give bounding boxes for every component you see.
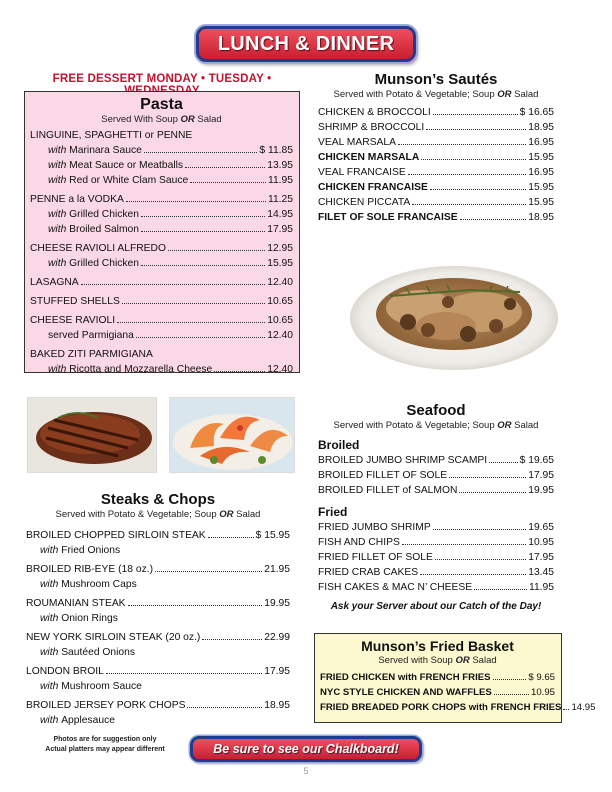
- with-word: with: [40, 613, 62, 624]
- with-word: with: [48, 258, 67, 269]
- menu-item-price: 11.95: [267, 175, 293, 186]
- side-text: Sautéed Onions: [61, 647, 136, 658]
- menu-item-price: 16.95: [528, 137, 554, 148]
- leader-dots: [412, 204, 526, 205]
- menu-item-price: 12.40: [267, 330, 293, 341]
- side-text: Applesauce: [61, 715, 115, 726]
- leader-dots: [185, 167, 265, 168]
- menu-item-side: [26, 577, 290, 592]
- menu-item-price: 12.95: [267, 243, 293, 254]
- menu-item: [318, 180, 554, 195]
- free-dessert-promo: FREE DESSERT MONDAY • TUESDAY •: [52, 73, 272, 85]
- menu-item-label: SHRIMP & BROCCOLI: [318, 122, 425, 133]
- leader-dots: [214, 371, 265, 372]
- menu-item-price: 18.95: [264, 700, 290, 711]
- pasta-title: Pasta: [140, 96, 183, 113]
- with-word: with: [48, 160, 67, 171]
- leader-dots: [136, 337, 265, 338]
- leader-dots: [460, 219, 527, 220]
- menu-item: [26, 664, 290, 679]
- sautes-menu-list: [318, 105, 554, 225]
- menu-item-label: FISH AND CHIPS: [318, 537, 400, 548]
- menu-item: [320, 685, 555, 700]
- menu-item-label: CHICKEN PICCATA: [318, 197, 411, 208]
- leader-dots: [435, 559, 526, 560]
- leader-dots: [81, 284, 266, 285]
- menu-item-price: 10.95: [528, 537, 554, 548]
- menu-item: [26, 630, 290, 645]
- leader-dots: [155, 571, 262, 572]
- leader-dots: [398, 144, 526, 145]
- menu-item-price: 16.95: [528, 167, 554, 178]
- menu-item-label: [30, 207, 139, 222]
- leader-dots: [126, 201, 266, 202]
- menu-item-label: [30, 158, 183, 173]
- menu-item: [26, 698, 290, 713]
- leader-dots: [494, 694, 529, 695]
- menu-item: [30, 294, 293, 309]
- menu-item-price: $ 15.95: [255, 530, 290, 541]
- leader-dots: [459, 492, 526, 493]
- leader-dots: [433, 529, 527, 530]
- menu-group-heading: BAKED ZITI PARMIGIANA: [30, 349, 153, 360]
- with-word: with: [48, 145, 67, 156]
- page-number: 5: [303, 766, 309, 776]
- menu-item-price: 18.95: [528, 122, 554, 133]
- leader-dots: [141, 216, 265, 217]
- menu-item: [318, 165, 554, 180]
- steak-photo: [27, 397, 157, 473]
- menu-item-label: [30, 173, 188, 188]
- pasta-menu-list: [30, 128, 293, 377]
- steaks-section: [26, 491, 290, 728]
- menu-item-side: [26, 543, 290, 558]
- leader-dots: [421, 159, 526, 160]
- leader-dots: [489, 462, 517, 463]
- menu-item: [320, 700, 596, 715]
- seafood-section: [318, 402, 554, 612]
- menu-item: [30, 207, 293, 222]
- leader-dots: [141, 231, 265, 232]
- with-word: with: [40, 545, 62, 556]
- menu-item-label: FRIED BREADED PORK CHOPS with FRENCH FRIES: [320, 702, 562, 713]
- fried-heading: Fried: [318, 505, 348, 519]
- menu-item-label: CHEESE RAVIOLI ALFREDO: [30, 243, 166, 254]
- leader-dots: [187, 707, 262, 708]
- menu-item-price: $ 9.65: [528, 672, 555, 683]
- menu-item-price: 11.25: [267, 194, 293, 205]
- menu-item-price: 21.95: [264, 564, 290, 575]
- with-word: with: [48, 224, 67, 235]
- menu-item-side: [26, 645, 290, 660]
- leader-dots: [563, 709, 569, 710]
- menu-item-text: Red or White Clam Sauce: [66, 175, 189, 186]
- chicken-marsala-photo: [350, 256, 558, 372]
- menu-item: [30, 362, 293, 377]
- menu-item-label: [30, 362, 212, 377]
- menu-item-price: 17.95: [528, 552, 554, 563]
- photo-disclaimer: Photos are for suggestion only Actual platters may appear different: [45, 736, 165, 753]
- menu-item-price: 19.95: [528, 485, 554, 496]
- menu-item-price: 19.95: [264, 598, 290, 609]
- menu-item-price: 10.95: [530, 687, 555, 698]
- menu-item-label: PENNE a la VODKA: [30, 194, 124, 205]
- menu-item: [318, 535, 554, 550]
- catch-of-the-day-note: Ask your Server about our Catch of the Day!: [330, 601, 542, 612]
- menu-item: [318, 150, 554, 165]
- broiled-menu-list: [318, 453, 554, 498]
- menu-item-label: FRIED JUMBO SHRIMP: [318, 522, 431, 533]
- leader-dots: [430, 189, 526, 190]
- leader-dots: [122, 303, 265, 304]
- menu-item-price: 10.65: [267, 296, 293, 307]
- menu-item: [318, 520, 554, 535]
- menu-item-label: FRIED CRAB CAKES: [318, 567, 419, 578]
- seafood-title: Seafood: [406, 402, 466, 419]
- menu-item-label: BROILED RIB-EYE (18 oz.): [26, 564, 154, 575]
- menu-item-side: [26, 611, 290, 626]
- menu-item-price: 12.40: [267, 277, 293, 288]
- menu-item-label: VEAL FRANCAISE: [318, 167, 406, 178]
- menu-item: [318, 120, 554, 135]
- menu-item: [26, 528, 290, 543]
- seafood-subtitle: Served with Potato & Vegetable; Soup OR Salad: [333, 420, 539, 431]
- menu-item-side: [26, 713, 290, 728]
- menu-item-label: FILET OF SOLE FRANCAISE: [318, 212, 458, 223]
- steaks-menu-list: [26, 528, 290, 728]
- with-word: with: [40, 681, 62, 692]
- menu-item-label: ROUMANIAN STEAK: [26, 598, 126, 609]
- menu-item-price: 15.95: [528, 197, 554, 208]
- menu-item: [30, 222, 293, 237]
- menu-item-label: FISH CAKES & MAC N’ CHEESE: [318, 582, 473, 593]
- menu-item-text: Grilled Chicken: [66, 258, 139, 269]
- leader-dots: [202, 639, 262, 640]
- menu-item: [318, 565, 554, 580]
- with-word: with: [48, 364, 67, 375]
- menu-item-price: $ 19.65: [519, 455, 554, 466]
- side-text: Mushroom Sauce: [61, 681, 142, 692]
- menu-item-label: BROILED FILLET OF SOLE: [318, 470, 448, 481]
- leader-dots: [493, 679, 527, 680]
- side-text: Onion Rings: [61, 613, 118, 624]
- menu-item-price: 15.95: [267, 258, 293, 269]
- menu-item-label: LONDON BROIL: [26, 666, 104, 677]
- steaks-subtitle: Served with Potato & Vegetable; Soup OR Salad: [55, 509, 261, 520]
- menu-item: [318, 580, 554, 595]
- leader-dots: [402, 544, 526, 545]
- menu-item-text: Broiled Salmon: [66, 224, 139, 235]
- menu-item: [318, 550, 554, 565]
- menu-item-label: CHICKEN & BROCCOLI: [318, 107, 431, 118]
- menu-item-price: 11.95: [528, 582, 554, 593]
- leader-dots: [420, 574, 526, 575]
- menu-item-price: 14.95: [267, 209, 293, 220]
- with-word: with: [48, 209, 67, 220]
- menu-item-label: NYC STYLE CHICKEN AND WAFFLES: [320, 687, 492, 698]
- menu-item-label: BROILED JUMBO SHRIMP SCAMPI: [318, 455, 488, 466]
- leader-dots: [106, 673, 262, 674]
- menu-item-label: CHICKEN MARSALA: [318, 152, 420, 163]
- menu-item: [26, 562, 290, 577]
- menu-item: [30, 313, 293, 328]
- menu-item: [30, 158, 293, 173]
- menu-item-price: 15.95: [528, 152, 554, 163]
- menu-item-price: 13.45: [528, 567, 554, 578]
- pasta-subtitle: Served With Soup OR Salad: [101, 114, 222, 125]
- side-text: Mushroom Caps: [61, 579, 137, 590]
- menu-item-label: [30, 143, 142, 158]
- menu-item: [318, 453, 554, 468]
- with-word: with: [40, 579, 62, 590]
- sautes-subtitle: Served with Potato & Vegetable; Soup OR Salad: [333, 89, 539, 100]
- menu-item-price: 19.65: [528, 522, 554, 533]
- menu-item-price: 22.99: [264, 632, 290, 643]
- menu-item-label: VEAL MARSALA: [318, 137, 397, 148]
- fried-menu-list: [318, 520, 554, 595]
- shrimp-photo: [169, 397, 295, 473]
- with-word: with: [48, 175, 67, 186]
- side-text: Fried Onions: [61, 545, 121, 556]
- menu-item: [318, 468, 554, 483]
- chalkboard-banner: Be sure to see our Chalkboard!: [190, 736, 422, 762]
- menu-item-label: NEW YORK SIRLOIN STEAK (20 oz.): [26, 632, 201, 643]
- menu-item-label: served Parmigiana: [48, 330, 134, 341]
- menu-item-price: 17.95: [267, 224, 293, 235]
- menu-item-price: 10.65: [267, 315, 293, 326]
- menu-item-price: 14.95: [571, 702, 596, 713]
- broiled-heading: Broiled: [318, 438, 360, 452]
- menu-item-side: [26, 679, 290, 694]
- menu-item-text: Marinara Sauce: [66, 145, 142, 156]
- menu-item-text: Ricotta and Mozzarella Cheese: [66, 364, 213, 375]
- menu-item-price: 15.95: [528, 182, 554, 193]
- menu-item-label: BROILED JERSEY PORK CHOPS: [26, 700, 186, 711]
- leader-dots: [144, 152, 258, 153]
- menu-item: [318, 483, 554, 498]
- leader-dots: [128, 605, 263, 606]
- leader-dots: [208, 537, 254, 538]
- fried-basket-title: Munson’s Fried Basket: [361, 638, 514, 654]
- menu-item-label: [30, 222, 139, 237]
- menu-item-text: Meat Sauce or Meatballs: [66, 160, 184, 171]
- menu-item-price: $ 11.85: [259, 145, 293, 156]
- menu-item: [30, 275, 293, 290]
- menu-item: [30, 328, 293, 343]
- menu-item: [318, 210, 554, 225]
- leader-dots: [474, 589, 527, 590]
- menu-item: [26, 596, 290, 611]
- leader-dots: [426, 129, 526, 130]
- with-word: with: [40, 647, 62, 658]
- menu-item-label: STUFFED SHELLS: [30, 296, 120, 307]
- menu-item-label: [30, 256, 139, 271]
- leader-dots: [408, 174, 526, 175]
- pasta-section: [24, 91, 300, 373]
- menu-item: [30, 143, 293, 158]
- leader-dots: [117, 322, 265, 323]
- menu-item: [318, 105, 554, 120]
- menu-item: [30, 241, 293, 256]
- leader-dots: [141, 265, 265, 266]
- leader-dots: [433, 114, 518, 115]
- menu-item: [318, 135, 554, 150]
- menu-item: [30, 256, 293, 271]
- menu-item-price: 13.95: [267, 160, 293, 171]
- sautes-title: Munson’s Sautés: [374, 71, 498, 88]
- fried-basket-section: [314, 633, 596, 723]
- lunch-dinner-banner: LUNCH & DINNER: [196, 26, 416, 62]
- menu-item: [30, 173, 293, 188]
- leader-dots: [190, 182, 266, 183]
- menu-item-price: 17.95: [528, 470, 554, 481]
- menu-item-price: 18.95: [528, 212, 554, 223]
- menu-item-text: Grilled Chicken: [66, 209, 139, 220]
- menu-group-heading: LINGUINE, SPAGHETTI or PENNE: [30, 130, 193, 141]
- menu-item-label: BROILED FILLET of SALMON: [318, 485, 458, 496]
- menu-item-label: FRIED CHICKEN with FRENCH FRIES: [320, 672, 491, 683]
- menu-item: [320, 670, 555, 685]
- steaks-title: Steaks & Chops: [100, 491, 216, 508]
- menu-item-label: BROILED CHOPPED SIRLOIN STEAK: [26, 530, 206, 541]
- leader-dots: [168, 250, 265, 251]
- menu-item-price: 12.40: [267, 364, 293, 375]
- menu-item-label: FRIED FILLET OF SOLE: [318, 552, 433, 563]
- menu-item: [30, 192, 293, 207]
- menu-item-price: $ 16.65: [519, 107, 554, 118]
- menu-item-label: CHICKEN FRANCAISE: [318, 182, 428, 193]
- menu-item: [318, 195, 554, 210]
- fried-basket-subtitle: Served with Soup OR Salad: [378, 655, 497, 666]
- menu-item-label: LASAGNA: [30, 277, 79, 288]
- leader-dots: [449, 477, 526, 478]
- sautes-section: [318, 71, 554, 225]
- with-word: with: [40, 715, 62, 726]
- menu-item-price: 17.95: [264, 666, 290, 677]
- menu-item-label: CHEESE RAVIOLI: [30, 315, 116, 326]
- fried-basket-menu-list: [320, 670, 596, 715]
